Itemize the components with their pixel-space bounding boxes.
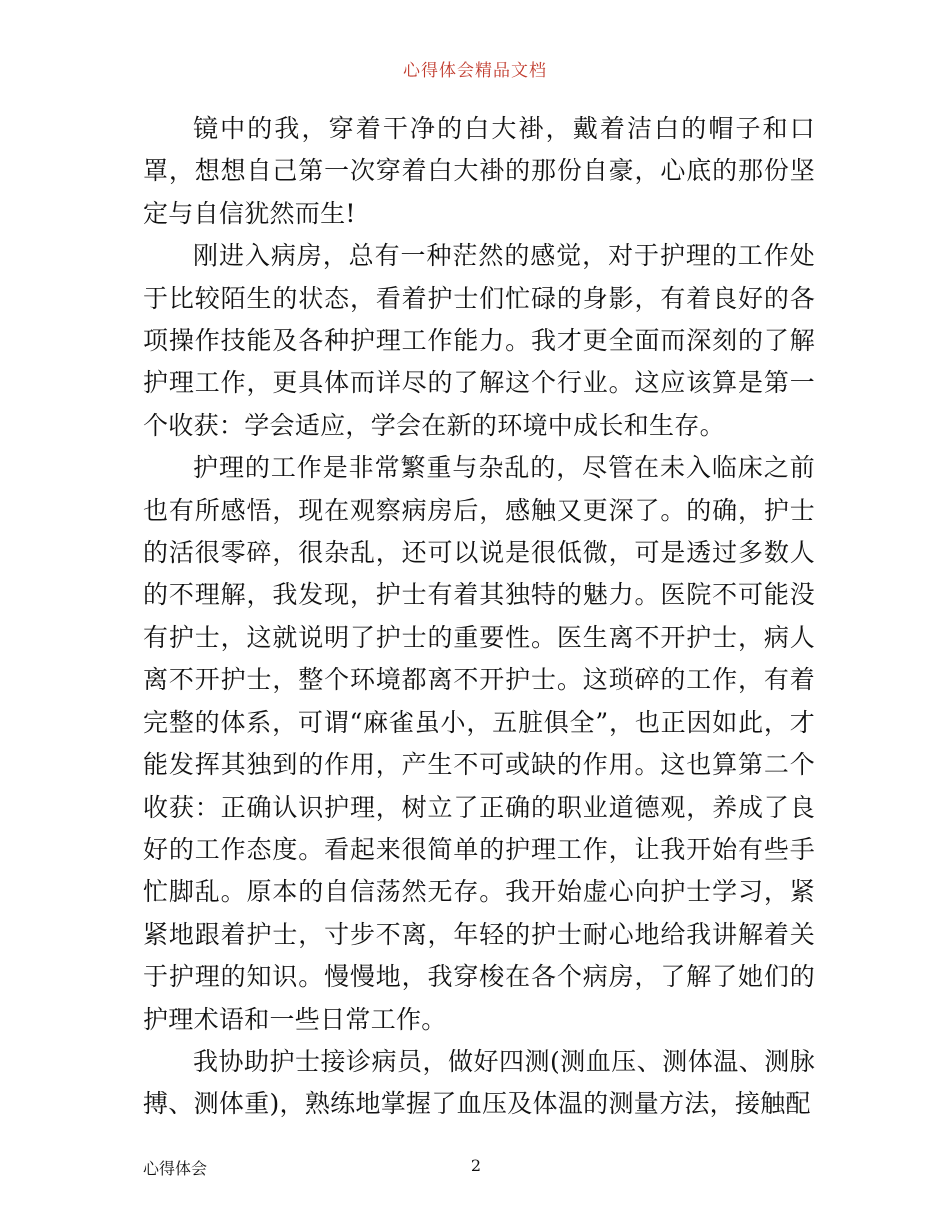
page-number: 2 (470, 1156, 482, 1175)
paragraph-3: 护理的工作是非常繁重与杂乱的，尽管在未入临床之前也有所感悟，现在观察病房后，感触又更深了。的确，护士的活很零碎，很杂乱，还可以说是很低微，可是透过多数人的不理解，我发现，护士有着其独特的魅力。医院不可能没有护士，这就说明了护士的重要性。医生离不开护士，病人离不开护士，整个环境都离不开护士。这琐碎的工作，有着完整的体系，可谓“麻雀虽小，五脏俱全”，也正因如此，才能发挥其独到的作用，产生不可或缺的作用。这也算第二个收获：正确认识护理，树立了正确的职业道德观，养成了良好的工作态度。看起来很简单的护理工作，让我开始有些手忙脚乱。原本的自信荡然无存。我开始虚心向护士学习，紧紧地跟着护士，寸步不离，年轻的护士耐心地给我讲解着关于护理的知识。慢慢地，我穿梭在各个病房，了解了她们的护理术语和一些日常工作。 (143, 453, 815, 1034)
paragraph-4: 我协助护士接诊病员，做好四测(测血压、测体温、测脉搏、测体重)，熟练地掌握了血压及体温的测量方法，接触配 (143, 1046, 815, 1119)
page-header-title: 心得体会精品文档 (403, 61, 547, 81)
paragraph-2: 刚进入病房，总有一种茫然的感觉，对于护理的工作处于比较陌生的状态，看着护士们忙碌的身影，有着良好的各项操作技能及各种护理工作能力。我才更全面而深刻的了解护理工作，更具体而详尽的了解这个行业。这应该算是第一个收获：学会适应，学会在新的环境中成长和生存。 (143, 241, 815, 440)
footer-label: 心得体会 (143, 1159, 208, 1178)
paragraph-1: 镜中的我，穿着干净的白大褂，戴着洁白的帽子和口罩，想想自己第一次穿着白大褂的那份自豪，心底的那份坚定与自信犹然而生! (143, 114, 815, 228)
document-body (143, 108, 815, 1126)
